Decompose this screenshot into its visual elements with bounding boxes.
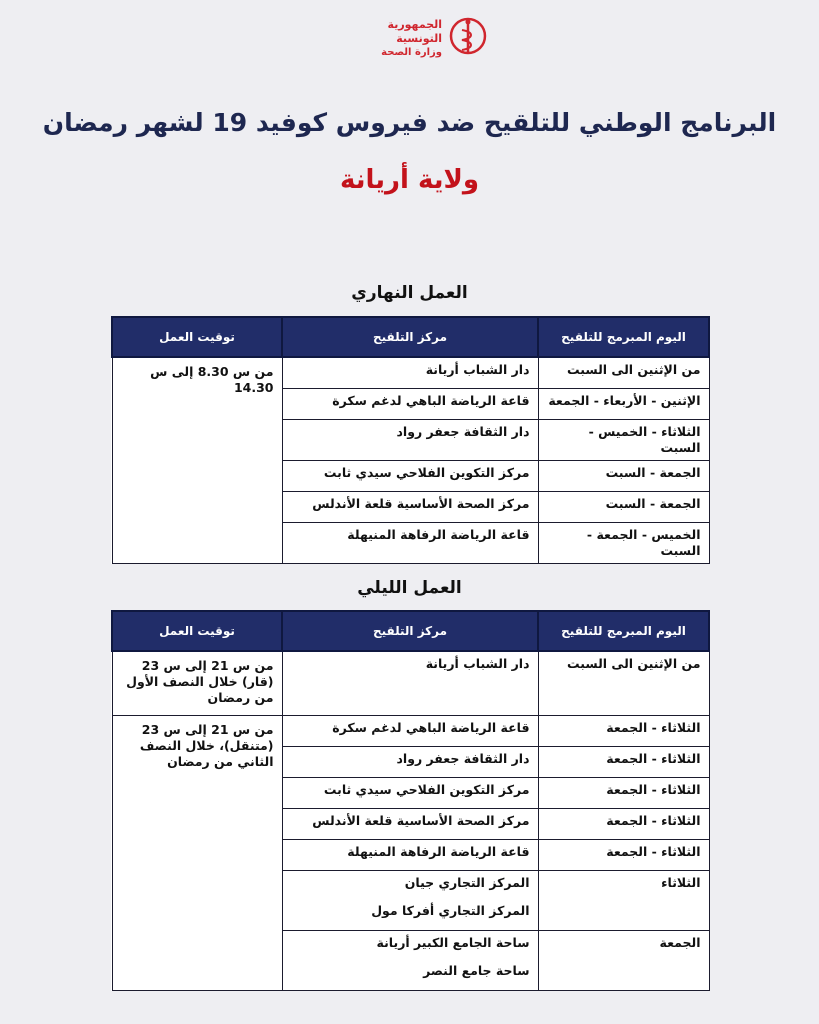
page-title: البرنامج الوطني للتلقيح ضد فيروس كوفيد 19 لشهر رمضان xyxy=(42,108,777,137)
day-cell: من الإثنين الى السبت xyxy=(538,357,709,388)
column-header-day: اليوم المبرمج للتلقيح xyxy=(538,611,709,651)
center-cell: مركز التكوين الفلاحي سيدي ثابت xyxy=(282,777,538,808)
day-cell: من الإثنين الى السبت xyxy=(538,651,709,715)
day-cell: الثلاثاء - الجمعة xyxy=(538,808,709,839)
time-cell: من س 21 إلى س 23 (قار) خلال النصف الأول من رمضان xyxy=(112,651,282,715)
logo-line-2: وزارة الصحة xyxy=(381,46,443,58)
table-row xyxy=(112,651,709,715)
center-line: ساحة الجامع الكبير أريانة xyxy=(376,934,530,950)
center-cell: قاعة الرياضة الرفاهة المنيهلة xyxy=(282,839,538,870)
night-section-heading: العمل الليلي xyxy=(357,578,462,598)
day-cell: الثلاثاء - الجمعة xyxy=(538,777,709,808)
ministry-logo xyxy=(338,12,488,64)
day-cell: الثلاثاء xyxy=(538,870,709,930)
column-header-time: توقيت العمل xyxy=(112,611,282,651)
center-cell: مركز الصحة الأساسية قلعة الأندلس xyxy=(282,808,538,839)
center-cell: دار الثقافة جعفر رواد xyxy=(282,419,538,460)
day-cell: الثلاثاء - الجمعة xyxy=(538,746,709,777)
column-header-day: اليوم المبرمج للتلقيح xyxy=(538,317,709,357)
table-row xyxy=(112,357,709,388)
day-cell: الثلاثاء - الجمعة xyxy=(538,839,709,870)
day-cell: الثلاثاء - الخميس - السبت xyxy=(538,419,709,460)
day-cell: الثلاثاء - الجمعة xyxy=(538,715,709,746)
logo-line-1: الجمهورية التونسية xyxy=(387,17,443,45)
center-line: المركز التجاري جيان xyxy=(404,874,530,890)
day-cell: الجمعة - السبت xyxy=(538,460,709,491)
center-line: المركز التجاري أفركا مول xyxy=(371,902,530,918)
ministry-emblem-icon xyxy=(448,14,488,62)
table-row xyxy=(112,715,709,746)
column-header-time: توقيت العمل xyxy=(112,317,282,357)
day-cell: الإثنين - الأربعاء - الجمعة xyxy=(538,388,709,419)
column-header-center: مركز التلقيح xyxy=(282,611,538,651)
center-cell xyxy=(282,870,538,930)
center-cell: قاعة الرياضة الرفاهة المنيهلة xyxy=(282,522,538,563)
center-cell: دار الثقافة جعفر رواد xyxy=(282,746,538,777)
table-header-row xyxy=(112,317,709,357)
day-cell: الجمعة - السبت xyxy=(538,491,709,522)
center-cell: دار الشباب أريانة xyxy=(282,357,538,388)
day-section-heading: العمل النهاري xyxy=(351,283,468,303)
table-header-row xyxy=(112,611,709,651)
page-subtitle: ولاية أريانة xyxy=(339,165,480,195)
night-schedule-table xyxy=(111,610,710,991)
day-cell: الجمعة xyxy=(538,930,709,990)
center-cell: مركز الصحة الأساسية قلعة الأندلس xyxy=(282,491,538,522)
center-cell: دار الشباب أريانة xyxy=(282,651,538,715)
center-cell: مركز التكوين الفلاحي سيدي ثابت xyxy=(282,460,538,491)
time-cell: من س 8.30 إلى س 14.30 xyxy=(112,357,282,563)
center-cell xyxy=(282,930,538,990)
center-cell: قاعة الرياضة الباهي لدغم سكرة xyxy=(282,715,538,746)
time-cell: من س 21 إلى س 23 (متنقل)، خلال النصف الثاني من رمضان xyxy=(112,715,282,990)
day-schedule-table xyxy=(111,316,710,564)
center-cell: قاعة الرياضة الباهي لدغم سكرة xyxy=(282,388,538,419)
day-cell: الخميس - الجمعة - السبت xyxy=(538,522,709,563)
center-line: ساحة جامع النصر xyxy=(423,962,530,978)
column-header-center: مركز التلقيح xyxy=(282,317,538,357)
